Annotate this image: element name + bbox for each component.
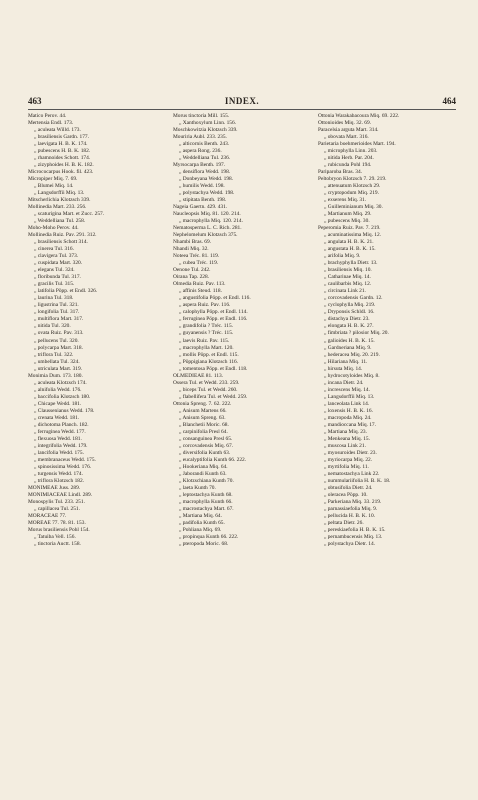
index-entry: „ Weddelliana Tul. 258. bbox=[34, 218, 86, 225]
index-entry: „ aculeata Willd. 173. bbox=[34, 127, 81, 134]
index-entry: „ pellucida H. B. K. 10. bbox=[324, 512, 376, 519]
index-entry: „ Hookeriana Miq. 64. bbox=[179, 463, 228, 470]
index-entry: „ brachyphylla Dietr. 13. bbox=[324, 260, 378, 267]
index-entry: „ loxensis H. B. K. 16. bbox=[324, 407, 373, 414]
index-entry: „ utriculata Mart. 319. bbox=[34, 365, 83, 372]
index-entry: „ humilis Wedd. 198. bbox=[179, 183, 225, 190]
index-entry: „ corcovadensis Gardn. 12. bbox=[324, 295, 383, 302]
index-entry: Ossera Tul. et Wedd. 233. 259. bbox=[173, 379, 240, 386]
index-entry: MORACEAE 77. bbox=[28, 512, 67, 519]
index-entry: „ affinis Steud. 118. bbox=[179, 288, 222, 295]
index-entry: „ multiflora Mart. 317. bbox=[34, 316, 84, 323]
index-entry: Morus brasiliensis Pohl 154. bbox=[28, 526, 90, 533]
index-entry: „ latifolia Pöpp. et Endl. 326. bbox=[34, 288, 98, 295]
index-entry: „ aculeata Klotzsch 174. bbox=[34, 379, 87, 386]
index-entry: „ cryptopodum Miq. 219. bbox=[324, 190, 379, 197]
index-entry: Peperomia Ruiz. Pav. 7. 219. bbox=[318, 225, 381, 232]
index-entry: „ leptostachya Kunth 68. bbox=[179, 491, 233, 498]
index-entry: Mollinedia Mart. 233. 256. bbox=[28, 204, 87, 211]
index-entry: „ Parkeriana Miq. 33. 219. bbox=[324, 498, 382, 505]
index-entry: OLMEDIEAE 81. 113. bbox=[173, 372, 224, 379]
index-entry: „ Martiana Miq. 23. bbox=[324, 428, 367, 435]
index-entry: „ ligustrina Tul. 321. bbox=[34, 302, 79, 309]
index-entry: „ attenuatum Klotzsch 29. bbox=[324, 183, 381, 190]
index-entry: „ alnifolia Wedd. 176. bbox=[34, 386, 82, 393]
index-entry: „ Blumei Miq. 14. bbox=[34, 183, 74, 190]
index-entry: „ Hilariana Miq. 11. bbox=[324, 358, 368, 365]
index-entry: „ clavigera Tul. 373. bbox=[34, 253, 79, 260]
index-entry: „ macrostachya Mart. 67. bbox=[179, 505, 234, 512]
index-entry: „ cinerea Tul. 316. bbox=[34, 246, 74, 253]
index-entry: „ arifolia Miq. 9. bbox=[324, 253, 361, 260]
index-entry: „ brasiliensis Schott 314. bbox=[34, 239, 88, 246]
index-entry: MONIMEAE Juss. 289. bbox=[28, 484, 81, 491]
index-entry: „ circinata Link 21. bbox=[324, 288, 366, 295]
index-entry: „ guyanensis ? Tréc. 115. bbox=[179, 330, 234, 337]
index-entry: „ Blanchetii Moric. 68. bbox=[179, 421, 229, 428]
index-entry: „ baccifolia Klotzsch 180. bbox=[34, 393, 91, 400]
index-entry: „ consanguinea Presl 65. bbox=[179, 435, 233, 442]
index-entry: „ Guilleminianum Miq. 30. bbox=[324, 204, 383, 211]
index-entry: Naucleopsis Miq. 81. 120. 214. bbox=[173, 211, 241, 218]
index-entry: „ polystachya Dietr. 14. bbox=[324, 540, 376, 547]
index-entry: Mouriria Aubl. 233. 235. bbox=[173, 134, 227, 141]
index-entry: „ Catharinae Miq. 14. bbox=[324, 274, 371, 281]
index-entry: Moho-Moho Perov. 44. bbox=[28, 225, 79, 232]
index-entry: Olmedia Ruiz. Pav. 113. bbox=[173, 281, 226, 288]
index-entry: „ pubescens H. B. K. 182. bbox=[34, 148, 91, 155]
index-entry: „ galioides H. B. K. 15. bbox=[324, 337, 375, 344]
index-entry: Nageia Gaertn. 429. 431. bbox=[173, 204, 228, 211]
index-entry: „ triflora Tul. 322. bbox=[34, 351, 74, 358]
index-entry: „ turgensis Wedd. 174. bbox=[34, 470, 83, 477]
index-entry: „ nitida Herb. Par. 204. bbox=[324, 155, 374, 162]
index-entry: „ Weddelliana Tul. 236. bbox=[179, 155, 231, 162]
index-entry: „ corcovadensis Miq. 67. bbox=[179, 442, 234, 449]
index-entry: Parietaria boehmerioides Mart. 194. bbox=[318, 141, 396, 148]
header-rule bbox=[28, 109, 456, 110]
page-number-right: 464 bbox=[442, 96, 456, 106]
index-entry: „ parnassiaefolia Miq. 9. bbox=[324, 505, 378, 512]
index-entry: „ lanceolata Link 14. bbox=[324, 400, 370, 407]
index-entry: Monospylis Tul. 233. 251. bbox=[28, 498, 85, 505]
index-entry: „ fimbriata ? pilosior Miq. 20. bbox=[324, 330, 389, 337]
index-entry: Nhambi Bras. 69. bbox=[173, 239, 212, 246]
index-entry: „ umbellata Tul. 324. bbox=[34, 358, 80, 365]
index-entry: „ laurina Tul. 318. bbox=[34, 295, 74, 302]
index-entry: „ diversifolia Kunth 63. bbox=[179, 449, 231, 456]
index-entry: „ incana Dietr. 24. bbox=[324, 379, 364, 386]
index-entry: Nematosperma L. C. Rich. 281. bbox=[173, 225, 242, 232]
index-entry: „ angulata H. B. K. 21. bbox=[324, 239, 374, 246]
index-entry: „ carpinifolia Presl 64. bbox=[179, 428, 228, 435]
index-entry: „ acuminatissima Miq. 12. bbox=[324, 232, 382, 239]
index-entry: Micrococarpus Hook. fil. 423. bbox=[28, 169, 94, 176]
index-entry: „ macrophylla Miq. 120. 214. bbox=[179, 218, 243, 225]
index-entry: Noteea Tréc. 81. 119. bbox=[173, 253, 220, 260]
index-entry: „ pernambucensis Miq. 13. bbox=[324, 533, 383, 540]
index-entry: „ flexuosa Wedd. 181. bbox=[34, 435, 82, 442]
index-entry: Moschkowitzia Klotzsch 339. bbox=[173, 127, 238, 134]
index-entry: „ longifolia Tul. 317. bbox=[34, 309, 80, 316]
index-entry: Matico Perov. 44. bbox=[28, 113, 67, 119]
page-header bbox=[28, 96, 456, 108]
index-entry: „ capillacea Tul. 251. bbox=[34, 505, 80, 512]
index-entry: „ Langsdorffii Miq. 13. bbox=[324, 393, 375, 400]
index-entry: Myrsocarpa Benth. 197. bbox=[173, 162, 226, 169]
index-entry: „ myriocarpa Miq. 22. bbox=[324, 456, 373, 463]
index-entry: Nephelomelum Klotzsch 375. bbox=[173, 232, 238, 239]
index-entry: „ brasiliensis Gardn. 177. bbox=[34, 134, 89, 141]
index-entry: „ tinctoria Auctt. 158. bbox=[34, 540, 81, 547]
index-entry: „ ferruginea Wedd. 177. bbox=[34, 428, 86, 435]
index-entry: „ Xanthoxylum Linn. 156. bbox=[179, 120, 237, 127]
index-entry: „ angustata H. B. K. 15. bbox=[324, 246, 376, 253]
index-entry: Micropiper Miq. 7. 69. bbox=[28, 176, 78, 183]
index-entry: „ pereskiaefolia H. B. K. 15. bbox=[324, 526, 386, 533]
index-entry: „ Pohliana Miq. 69. bbox=[179, 526, 222, 533]
index-entry: Pariparoba Bras. 34. bbox=[318, 169, 363, 176]
index-entry: „ padifolia Kunth 65. bbox=[179, 519, 225, 526]
index-entry: „ angustifolia Pöpp. et Endl. 116. bbox=[179, 295, 251, 302]
index-entry: „ ovata Ruiz. Pav. 313. bbox=[34, 330, 84, 337]
index-entry: „ pubescens Miq. 30. bbox=[324, 218, 370, 225]
index-entry: „ Dryponsis Schldl. 16. bbox=[324, 309, 375, 316]
index-entry: „ brasiliensis Miq. 10. bbox=[324, 267, 372, 274]
index-entry: Mollinedia Ruiz. Pav. 291. 312. bbox=[28, 232, 97, 239]
index-entry: „ myrtifolia Miq. 11. bbox=[324, 463, 369, 470]
index-entry: „ gracilis Tul. 315. bbox=[34, 281, 75, 288]
index-entry: „ flabellifera Tul. et Wedd. 259. bbox=[179, 393, 248, 400]
index-entry: MONIMIACEAE Lindl. 289. bbox=[28, 491, 93, 498]
index-entry: „ distachya Dietr. 23. bbox=[324, 316, 370, 323]
index-entry: „ Chicape Wedd. 181. bbox=[34, 400, 82, 407]
index-entry: „ Klotzschiana Kunth 70. bbox=[179, 477, 234, 484]
index-entry: „ exserens Miq. 31. bbox=[324, 197, 367, 204]
index-entry: „ Tatuiba Vell. 156. bbox=[34, 533, 76, 540]
index-entry: „ propinqua Kunth 66. 222. bbox=[179, 533, 239, 540]
index-entry: „ pteropoda Moric. 68. bbox=[179, 540, 229, 547]
index-entry: „ cubea Tréc. 119. bbox=[179, 260, 219, 267]
index-entry: „ spinosissima Wedd. 176. bbox=[34, 463, 92, 470]
index-entry: „ Anisum Spreng. 63. bbox=[179, 414, 226, 421]
index-entry: „ eucalyptifolia Kunth 66. 222. bbox=[179, 456, 247, 463]
index-entry: MOREAE 77. 78. 81. 153. bbox=[28, 519, 86, 526]
index-entry: Ottonia Spreng. 7. 62. 222. bbox=[173, 400, 232, 407]
index-entry: „ Jaborandi Kunth 63. bbox=[179, 470, 227, 477]
index-entry: „ nematostachya Link 22. bbox=[324, 470, 380, 477]
index-entry: Oirana Tap. 228. bbox=[173, 274, 210, 281]
index-entry: „ floribunda Tul. 317. bbox=[34, 274, 81, 281]
index-entry: „ rhamnoides Schott. 174. bbox=[34, 155, 91, 162]
index-entry: „ rubicunda Pohl 194. bbox=[324, 162, 372, 169]
index-entry: „ oleracea Pöpp. 10. bbox=[324, 491, 368, 498]
index-entry: Peltobryon Klotzsch 7. 29. 219. bbox=[318, 176, 387, 183]
index-entry: „ cyclophylla Miq. 219. bbox=[324, 302, 376, 309]
index-entry: „ membranaceus Wedd. 175. bbox=[34, 456, 96, 463]
index-entry: Ottonioides Miq. 32. 69. bbox=[318, 120, 372, 127]
index-column-3 bbox=[318, 113, 455, 753]
index-entry: „ macrophylla Kunth 66. bbox=[179, 498, 233, 505]
index-entry: „ Langsdorffii Miq. 13. bbox=[34, 190, 85, 197]
index-entry: Paracelsia arguta Mart. 314. bbox=[318, 127, 379, 134]
index-entry: „ myosuroides Dietr. 23. bbox=[324, 449, 377, 456]
index-entry: „ triflora Klotzsch 182. bbox=[34, 477, 84, 484]
index-entry: „ alticornis Benth. 243. bbox=[179, 141, 230, 148]
index-entry: „ Menkeana Miq. 15. bbox=[324, 435, 370, 442]
index-entry: „ calophylla Pöpp. et Endl. 114. bbox=[179, 309, 248, 316]
index-entry: „ hederacea Miq. 20. 219. bbox=[324, 351, 380, 358]
index-entry: „ dichotoma Planch. 182. bbox=[34, 421, 89, 428]
page-title: INDEX. bbox=[224, 96, 260, 106]
index-entry: „ laeta Kunth 70. bbox=[179, 484, 216, 491]
index-entry: „ obtusifolia Dietr. 24. bbox=[324, 484, 373, 491]
index-entry: „ muscosa Link 21. bbox=[324, 442, 366, 449]
index-entry: „ biceps Tul. et Wedd. 260. bbox=[179, 386, 238, 393]
index-entry: „ Claussenianus Wedd. 178. bbox=[34, 407, 95, 414]
index-entry: „ laevigata H. B. K. 174. bbox=[34, 141, 88, 148]
index-entry: „ pellucens Tul. 320. bbox=[34, 337, 79, 344]
index-entry: „ caulibarbis Miq. 12. bbox=[324, 281, 372, 288]
index-entry: „ increscens Miq. 14. bbox=[324, 386, 370, 393]
index-entry: Morus tinctoria Mill. 155. bbox=[173, 113, 230, 119]
index-entry: „ tomentosa Pöpp. et Endl. 118. bbox=[179, 365, 248, 372]
index-entry: „ zizyphoides H. B. K. 182. bbox=[34, 162, 94, 169]
index-entry: „ macropoda Miq. 24. bbox=[324, 414, 372, 421]
index-entry: „ polystachya Wedd. 198. bbox=[179, 190, 235, 197]
index-entry: „ polycarpa Mart. 318. bbox=[34, 344, 83, 351]
index-entry: „ hirsuta Miq. 14. bbox=[324, 365, 363, 372]
index-entry: „ aspera Ruiz. Pav. 116. bbox=[179, 302, 231, 309]
index-entry: „ mollis Pöpp. et Endl. 115. bbox=[179, 351, 239, 358]
index-entry: „ ferruginea Pöpp. et Endl. 116. bbox=[179, 316, 248, 323]
index-entry: „ densiflora Wedd. 198. bbox=[179, 169, 231, 176]
index-entry: Oenone Tul. 242. bbox=[173, 267, 211, 274]
index-entry: „ Martianum Miq. 29. bbox=[324, 211, 372, 218]
index-column-2 bbox=[173, 113, 310, 753]
index-entry: „ microphylla Linn. 203. bbox=[324, 148, 378, 155]
index-column-1 bbox=[28, 113, 165, 753]
index-entry: „ Pöppigiana Klotzsch 116. bbox=[179, 358, 239, 365]
index-entry: „ elongata H. B. K. 27. bbox=[324, 323, 374, 330]
index-entry: „ cuspidata Mart. 320. bbox=[34, 260, 83, 267]
index-entry: „ grandifolia ? Tréc. 115. bbox=[179, 323, 233, 330]
index-columns bbox=[28, 113, 456, 753]
index-entry: Mitscherlichia Klotzsch 339. bbox=[28, 197, 91, 204]
index-entry: „ hydrocotyloides Miq. 8. bbox=[324, 372, 380, 379]
index-entry: „ aspera Rong. 236. bbox=[179, 148, 222, 155]
index-entry: „ integrifolia Wedd. 179. bbox=[34, 442, 88, 449]
index-entry: Ottonia Warakabacoura Miq. 69. 222. bbox=[318, 113, 400, 119]
index-entry: „ stipitata Benth. 198. bbox=[179, 197, 227, 204]
page-number-left: 463 bbox=[28, 96, 42, 106]
index-entry: „ peltata Dietr. 26. bbox=[324, 519, 364, 526]
index-entry: „ Anisum Martens 66. bbox=[179, 407, 227, 414]
index-entry: „ Gardneriana Miq. 9. bbox=[324, 344, 372, 351]
index-entry: „ elegans Tul. 324. bbox=[34, 267, 75, 274]
index-entry: „ macrophylla Mart. 120. bbox=[179, 344, 234, 351]
index-entry: „ Donbeyana Wedd. 198. bbox=[179, 176, 234, 183]
index-entry: „ lancifolia Wedd. 175. bbox=[34, 449, 84, 456]
index-entry: „ nitida Tul. 320. bbox=[34, 323, 71, 330]
index-entry: Monimia Dum. 173. 180. bbox=[28, 372, 83, 379]
index-entry: Mertensia Endl. 173. bbox=[28, 120, 74, 127]
index-entry: „ laevis Ruiz. Pav. 115. bbox=[179, 337, 230, 344]
index-entry: Nhandi Miq. 32. bbox=[173, 246, 209, 253]
index-entry: „ scaturigina Mart. et Zucc. 257. bbox=[34, 211, 105, 218]
index-entry: „ crenata Wedd. 181. bbox=[34, 414, 80, 421]
index-entry: „ nummulariifolia H. B. K. 18. bbox=[324, 477, 391, 484]
index-entry: „ obovata Mart. 316. bbox=[324, 134, 369, 141]
index-entry: „ Martiana Miq. 64. bbox=[179, 512, 222, 519]
index-entry: „ mandioccana Miq. 17. bbox=[324, 421, 376, 428]
